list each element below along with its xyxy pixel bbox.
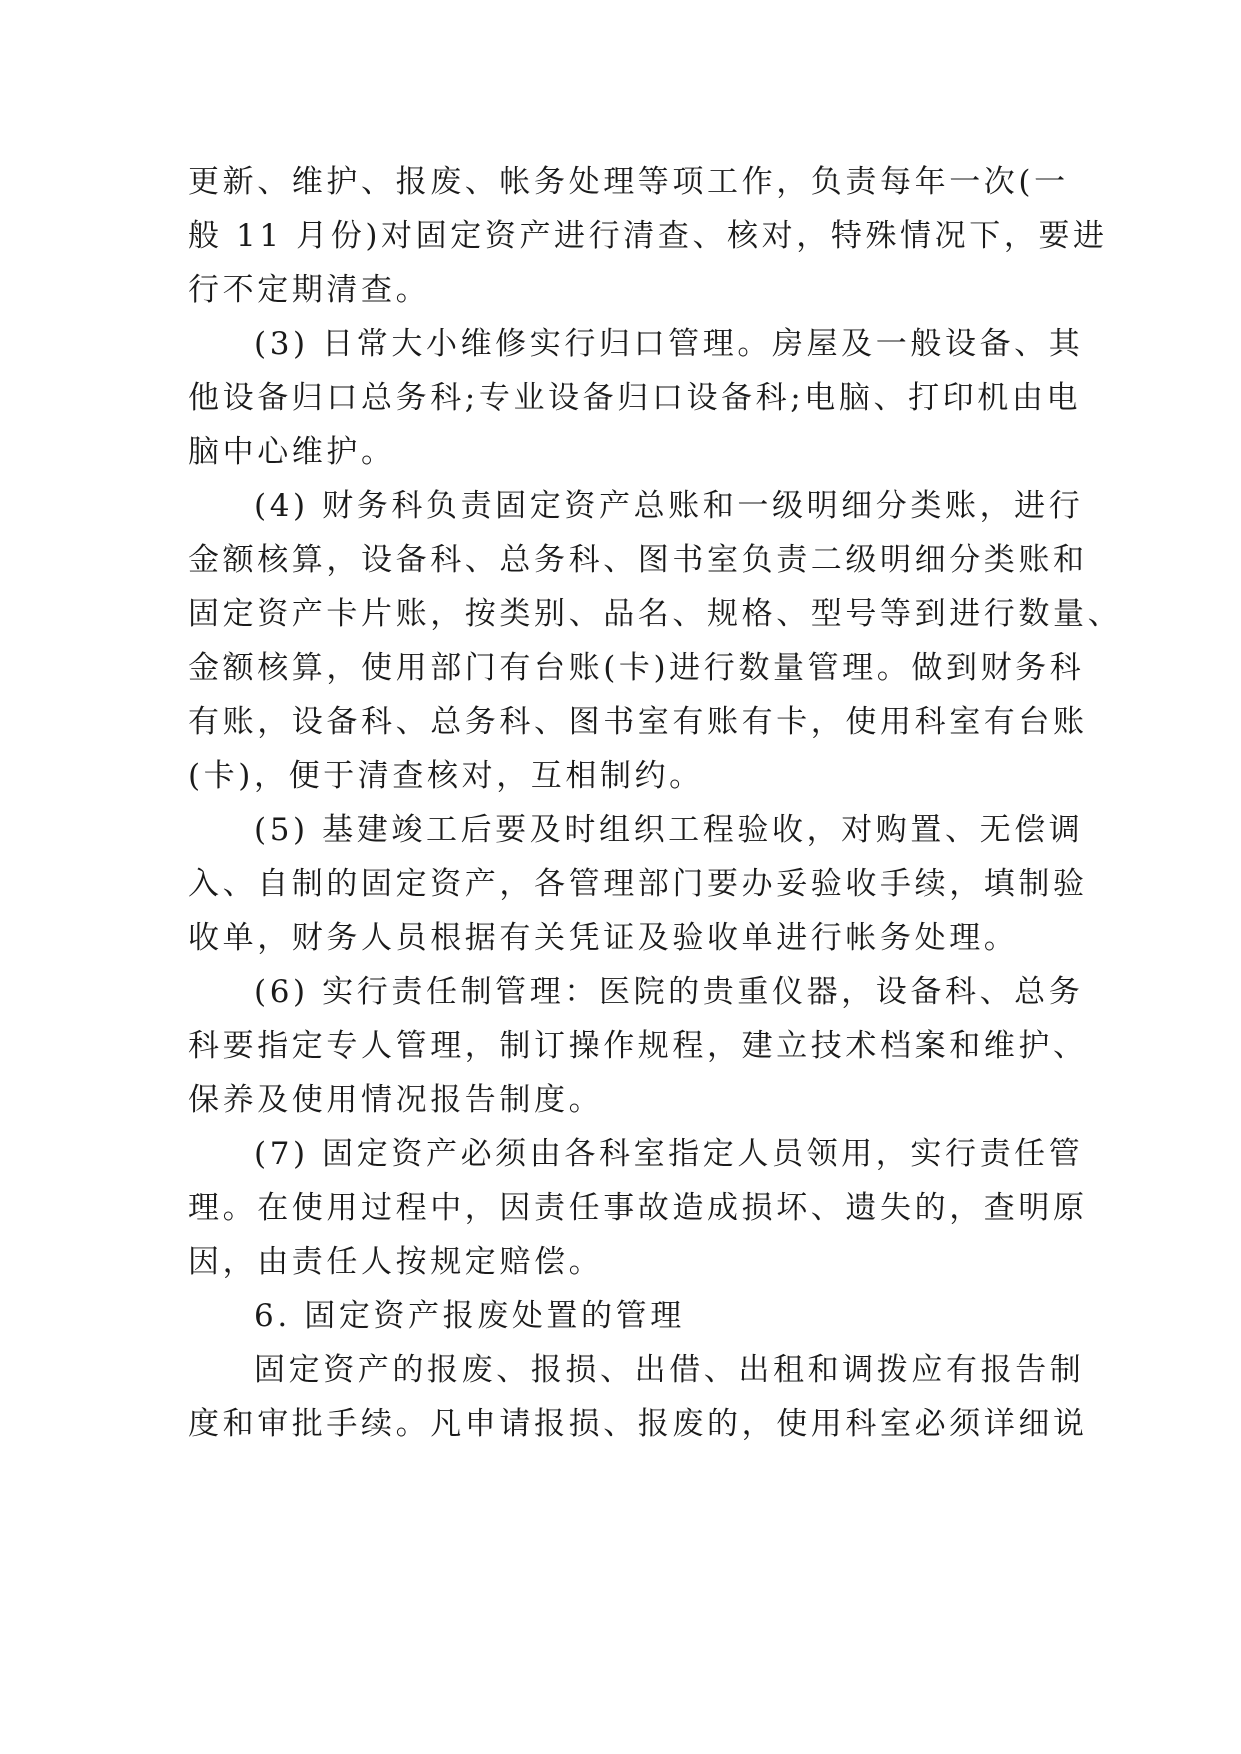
- text-line: 保养及使用情况报告制度。: [188, 1082, 604, 1118]
- text-line: 他设备归口总务科;专业设备归口设备科;电脑、打印机由电: [188, 380, 1082, 416]
- text-line: 脑中心维护。: [188, 434, 396, 470]
- text-line: 金额核算，使用部门有台账(卡)进行数量管理。做到财务科: [188, 650, 1085, 686]
- text-line: 般 11 月份)对固定资产进行清查、核对，特殊情况下，要进: [188, 218, 1108, 254]
- text-line: 科要指定专人管理，制订操作规程，建立技术档案和维护、: [188, 1028, 1088, 1064]
- text-line: 因，由责任人按规定赔偿。: [188, 1244, 604, 1280]
- paragraph-4-line: (4) 财务科负责固定资产总账和一级明细分类账，进行: [254, 488, 1084, 524]
- text-line: 行不定期清查。: [188, 272, 431, 308]
- text-line: 度和审批手续。凡申请报损、报废的，使用科室必须详细说: [188, 1406, 1088, 1442]
- text-line: 固定资产卡片账，按类别、品名、规格、型号等到进行数量、: [188, 596, 1123, 632]
- paragraph-6-line: (6) 实行责任制管理：医院的贵重仪器，设备科、总务: [254, 974, 1084, 1010]
- text-line: 入、自制的固定资产，各管理部门要办妥验收手续，填制验: [188, 866, 1088, 902]
- text-line: 金额核算，设备科、总务科、图书室负责二级明细分类账和: [188, 542, 1088, 578]
- text-line: 更新、维护、报废、帐务处理等项工作，负责每年一次(一: [188, 164, 1069, 200]
- text-line: 有账，设备科、总务科、图书室有账有卡，使用科室有台账: [188, 704, 1088, 740]
- section-heading: 6. 固定资产报废处置的管理: [254, 1298, 685, 1334]
- paragraph-line: 固定资产的报废、报损、出借、出租和调拨应有报告制: [254, 1352, 1085, 1388]
- text-line: (卡)，便于清查核对，互相制约。: [188, 758, 704, 794]
- text-line: 收单，财务人员根据有关凭证及验收单进行帐务处理。: [188, 920, 1019, 956]
- paragraph-7-line: (7) 固定资产必须由各科室指定人员领用，实行责任管: [254, 1136, 1084, 1172]
- paragraph-3-line: (3) 日常大小维修实行归口管理。房屋及一般设备、其: [254, 326, 1084, 362]
- text-line: 理。在使用过程中，因责任事故造成损坏、遗失的，查明原: [188, 1190, 1088, 1226]
- paragraph-5-line: (5) 基建竣工后要及时组织工程验收，对购置、无偿调: [254, 812, 1084, 848]
